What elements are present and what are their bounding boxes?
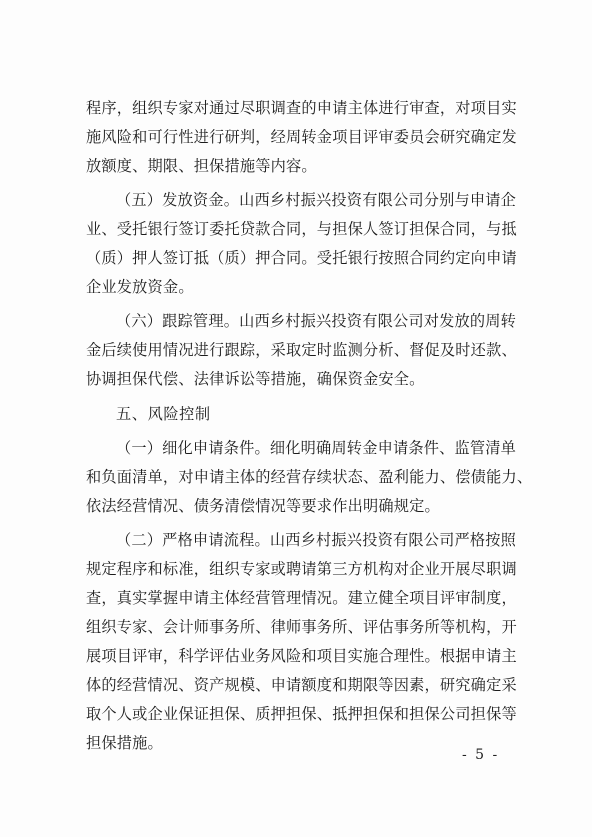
text-line: 和负面清单，对申请主体的经营存续状态、盈利能力、偿债能力、 <box>86 468 533 486</box>
subsection-1-line: （一）细化申请条件。细化明确周转金申请条件、监管清单 <box>116 439 517 457</box>
text-line: 施风险和可行性进行研判，经周转金项目评审委员会研究确定发 <box>86 128 517 146</box>
text-line: 体的经营情况、资产规模、申请额度和期限等因素，研究确定采 <box>86 676 517 694</box>
text-line: 协调担保代偿、法律诉讼等措施，确保资金安全。 <box>86 370 425 388</box>
section-heading-risk-control: 五、风险控制 <box>116 405 211 423</box>
text-line: 担保措施。 <box>86 734 163 752</box>
section-6-line: （六）跟踪管理。山西乡村振兴投资有限公司对发放的周转 <box>116 312 517 330</box>
text-line: 依法经营情况、债务清偿情况等要求作出明确规定。 <box>86 497 440 515</box>
text-line: 展项目评审，科学评估业务风险和项目实施合理性。根据申请主 <box>86 647 517 665</box>
section-5-line: （五）发放资金。山西乡村振兴投资有限公司分别与申请企 <box>116 191 517 209</box>
text-line: 放额度、期限、担保措施等内容。 <box>86 157 317 175</box>
text-line: 程序，组织专家对通过尽职调查的申请主体进行审查，对项目实 <box>86 99 517 117</box>
text-line: 取个人或企业保证担保、质押担保、抵押担保和担保公司担保等 <box>86 705 517 723</box>
text-line: 规定程序和标准，组织专家或聘请第三方机构对企业开展尽职调 <box>86 560 517 578</box>
text-line: 组织专家、会计师事务所、律师事务所、评估事务所等机构，开 <box>86 618 517 636</box>
page-number: - 5 - <box>462 747 500 763</box>
text-line: 金后续使用情况进行跟踪，采取定时监测分析、督促及时还款、 <box>86 341 517 359</box>
text-line: 查，真实掌握申请主体经营管理情况。建立健全项目评审制度， <box>86 589 517 607</box>
text-line: （质）押人签订抵（质）押合同。受托银行按照合同约定向申请 <box>86 249 517 267</box>
subsection-2-line: （二）严格申请流程。山西乡村振兴投资有限公司严格按照 <box>116 531 517 549</box>
text-line: 业、受托银行签订委托贷款合同，与担保人签订担保合同，与抵 <box>86 220 517 238</box>
text-line: 企业发放资金。 <box>86 278 194 296</box>
